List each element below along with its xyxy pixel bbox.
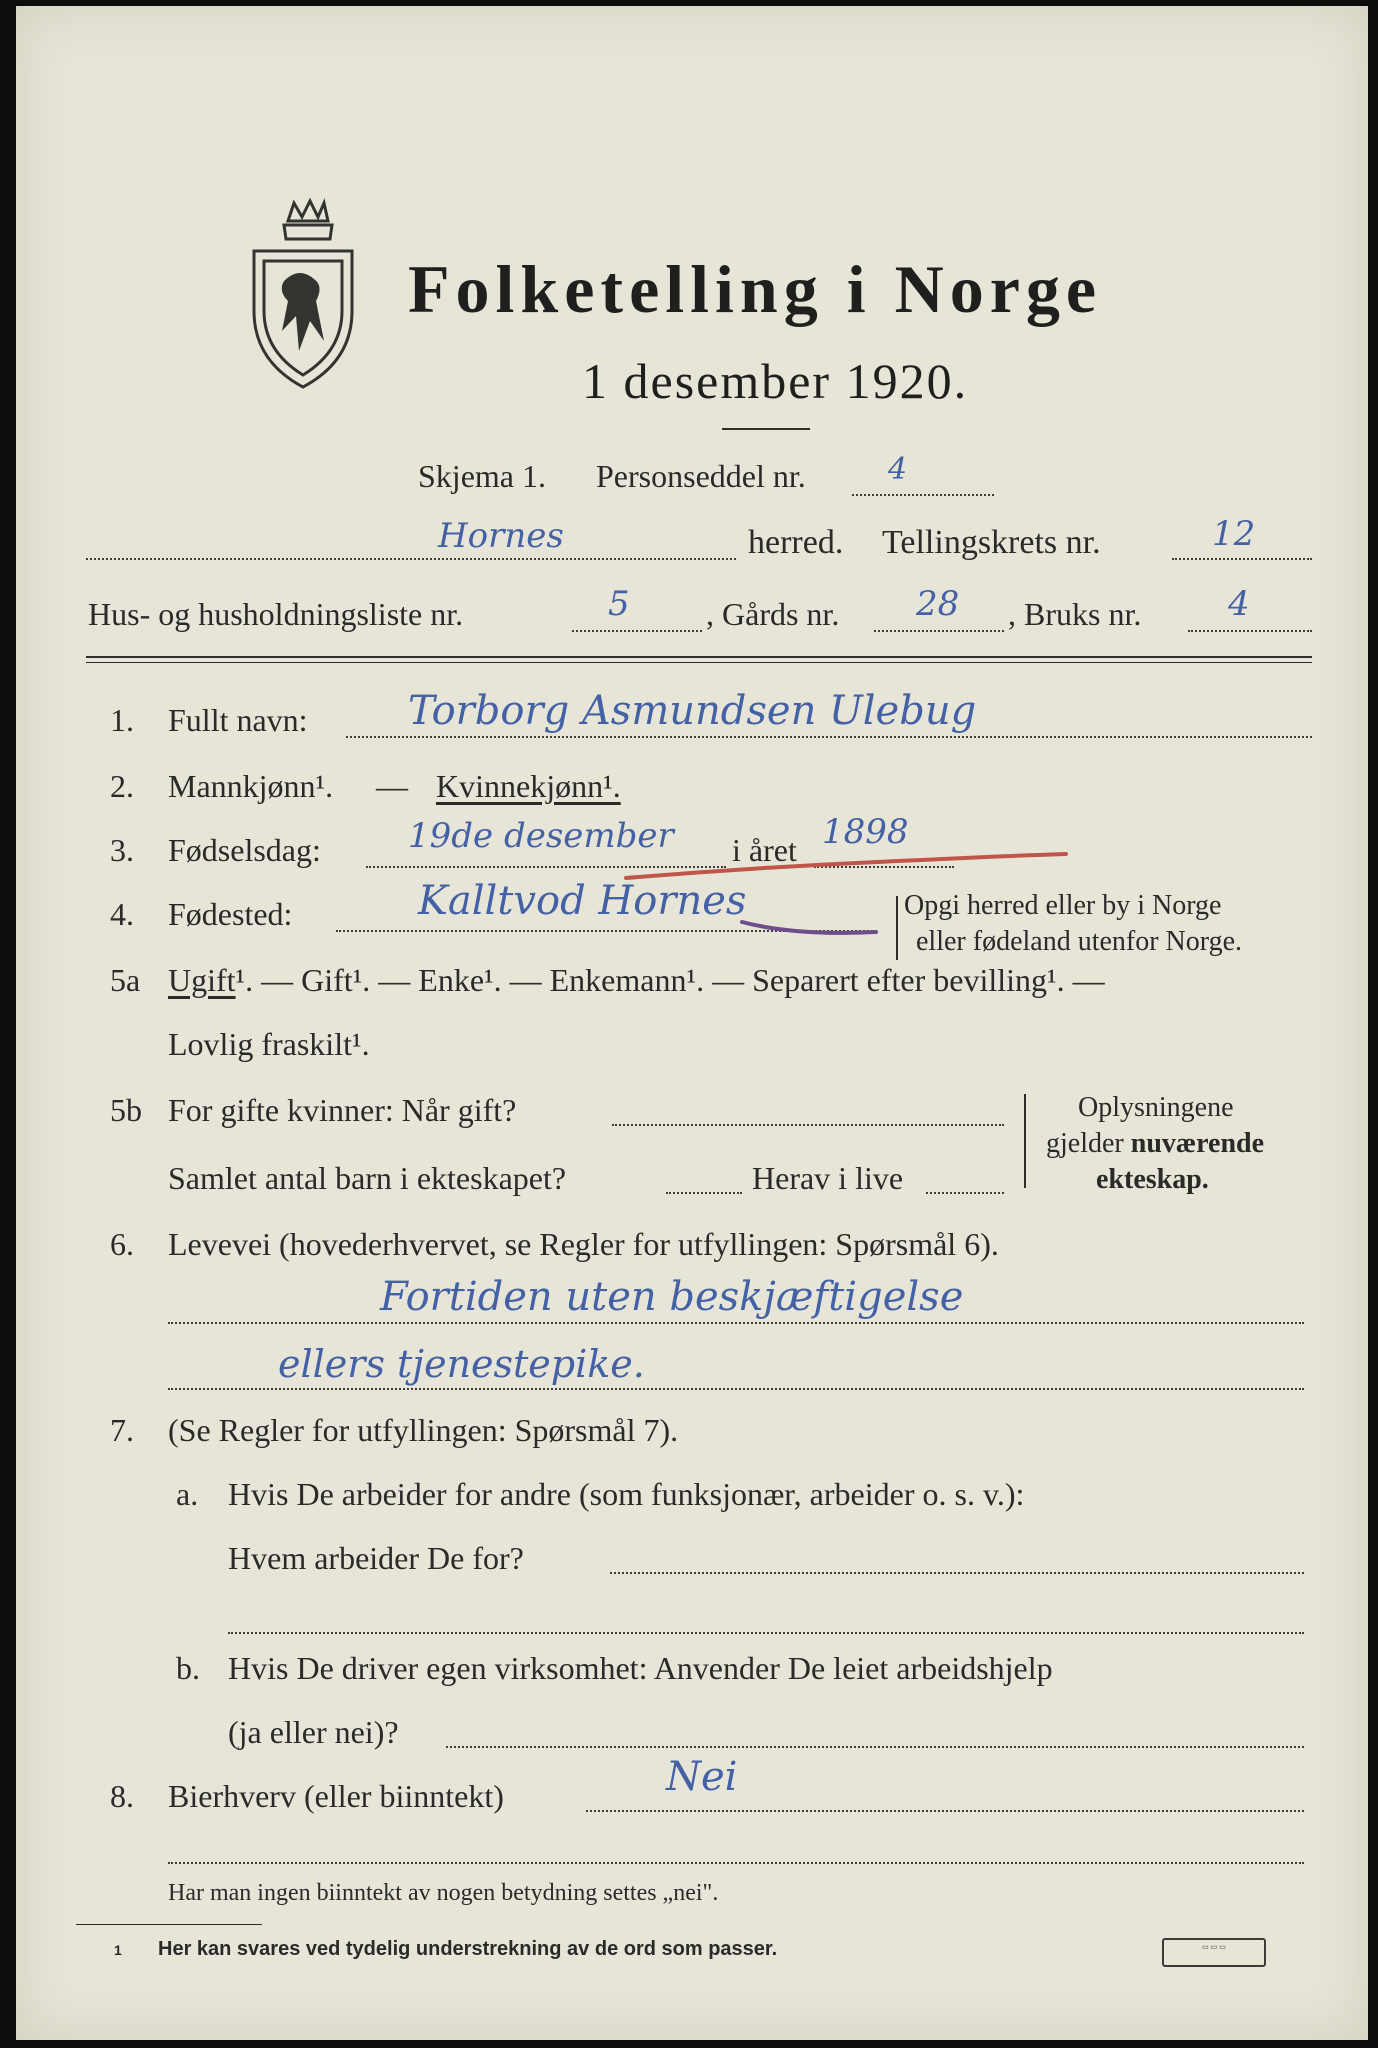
q7a-label-1: Hvis De arbeider for andre (som funksjonær, arbeider o. s. v.): xyxy=(228,1476,1025,1512)
q3-year-label: i året xyxy=(732,832,797,868)
q5b-when-married-label: For gifte kvinner: Når gift? xyxy=(168,1092,517,1128)
side-income-value[interactable]: Nei xyxy=(666,1754,738,1800)
lovlig-fraskilt-option[interactable]: Lovlig fraskilt¹. xyxy=(168,1026,370,1062)
hus-value[interactable]: 5 xyxy=(608,584,630,624)
census-form-sheet xyxy=(16,6,1368,2040)
q5b-children-line xyxy=(666,1192,742,1194)
birthplace-value[interactable]: Kalltvod Hornes xyxy=(418,878,747,924)
gards-line xyxy=(874,630,1004,632)
q5b-children-label: Samlet antal barn i ekteskapet? xyxy=(168,1160,567,1196)
personseddel-value[interactable]: 4 xyxy=(888,452,908,487)
q5a-number: 5a xyxy=(110,962,141,998)
bruks-value[interactable]: 4 xyxy=(1228,584,1250,624)
q4-note-line-2: eller fødeland utenfor Norge. xyxy=(916,926,1243,957)
schema-label: Skjema 1. xyxy=(418,458,546,494)
gards-value[interactable]: 28 xyxy=(916,584,960,624)
q6-line-1 xyxy=(168,1322,1304,1324)
norwegian-coat-of-arms-icon xyxy=(244,191,362,391)
herred-label: herred. xyxy=(748,524,844,561)
q1-line xyxy=(346,736,1312,738)
title-rule xyxy=(722,428,810,430)
q1-label: Fullt navn: xyxy=(168,702,308,738)
q8-line-2 xyxy=(168,1862,1304,1864)
q7a-line-2 xyxy=(228,1632,1304,1634)
hus-line xyxy=(572,630,702,632)
footnote-mark: 1 xyxy=(114,1942,122,1958)
personseddel-line xyxy=(852,494,994,496)
q7-label: (Se Regler for utfyllingen: Spørsmål 7). xyxy=(168,1412,679,1448)
personseddel-label: Personseddel nr. xyxy=(596,458,806,494)
hus-label: Hus- og husholdningsliste nr. xyxy=(88,596,464,632)
q5b-alive-line xyxy=(926,1192,1004,1194)
full-name-value[interactable]: Torborg Asmundsen Ulebug xyxy=(408,688,977,734)
q2-number: 2. xyxy=(110,768,134,804)
q7a-label-2: Hvem arbeider De for? xyxy=(228,1540,524,1576)
birth-day-value[interactable]: 19de desember xyxy=(408,816,674,856)
q7b-line xyxy=(446,1746,1304,1748)
occupation-value-line-2[interactable]: ellers tjenestepike. xyxy=(278,1342,645,1386)
q5b-alive-label: Herav i live xyxy=(752,1160,904,1196)
q4-label: Fødested: xyxy=(168,896,293,932)
q3-number: 3. xyxy=(110,832,134,868)
female-option[interactable]: Kvinnekjønn¹. xyxy=(436,768,621,804)
q5b-note-nuvaerende: nuværende xyxy=(1130,1128,1265,1159)
q7a-letter: a. xyxy=(176,1476,199,1512)
herred-value[interactable]: Hornes xyxy=(438,516,564,556)
q8-label: Bierhverv (eller biinntekt) xyxy=(168,1778,504,1814)
gards-label: , Gårds nr. xyxy=(706,596,840,632)
q6-number: 6. xyxy=(110,1226,134,1262)
printer-stamp xyxy=(1162,1938,1266,1967)
q7b-label-1: Hvis De driver egen virksomhet: Anvender De leiet arbeidshjelp xyxy=(228,1650,1053,1686)
form-title: Folketelling i Norge xyxy=(408,251,1103,327)
footnote-rule xyxy=(76,1924,262,1925)
q4-note-brace xyxy=(896,896,898,960)
form-date: 1 desember 1920. xyxy=(582,353,969,409)
marital-status-options xyxy=(168,962,1105,999)
q3-label: Fødselsdag: xyxy=(168,832,321,868)
header-rule-top xyxy=(86,656,1312,658)
footer-note: Har man ingen biinntekt av nogen betydning settes „nei". xyxy=(168,1880,719,1906)
q4-number: 4. xyxy=(110,896,134,932)
q8-line-1 xyxy=(586,1810,1304,1812)
herred-line xyxy=(86,558,736,560)
q4-note-line-1: Opgi herred eller by i Norge xyxy=(904,890,1222,921)
red-strikethrough-mark xyxy=(622,848,1072,888)
q7a-line-1 xyxy=(610,1572,1304,1574)
bruks-label: , Bruks nr. xyxy=(1008,596,1142,632)
header-rule-bottom xyxy=(86,662,1312,663)
purple-correction-mark xyxy=(736,912,886,942)
q5b-note-line-1: Oplysningene xyxy=(1078,1092,1234,1123)
q5b-number: 5b xyxy=(110,1092,142,1128)
q6-label: Levevei (hovederhvervet, se Regler for utfyllingen: Spørsmål 6). xyxy=(168,1226,999,1262)
q7-number: 7. xyxy=(110,1412,134,1448)
q6-line-2 xyxy=(168,1388,1304,1390)
q5b-note-gjelder: gjelder xyxy=(1046,1128,1124,1159)
bruks-line xyxy=(1188,630,1312,632)
q8-number: 8. xyxy=(110,1778,134,1814)
marital-status-rest[interactable]: ¹. — Gift¹. — Enke¹. — Enkemann¹. — Separert efter bevilling¹. — xyxy=(235,962,1105,998)
birth-year-value[interactable]: 1898 xyxy=(822,812,909,852)
gender-separator: — xyxy=(376,768,408,804)
tellingskrets-line xyxy=(1172,558,1312,560)
q7b-label-2: (ja eller nei)? xyxy=(228,1714,399,1750)
q5b-note-line-3: ekteskap. xyxy=(1096,1164,1209,1195)
q5b-when-married-line xyxy=(612,1124,1004,1126)
footnote-text: Her kan svares ved tydelig understrekning av de ord som passer. xyxy=(158,1938,778,1960)
printer-stamp-mark: ▭ ▭ ▭ xyxy=(1202,1944,1226,1951)
tellingskrets-label: Tellingskrets nr. xyxy=(882,524,1101,561)
occupation-value-line-1[interactable]: Fortiden uten beskjæftigelse xyxy=(380,1274,964,1320)
ugift-option[interactable]: Ugift xyxy=(168,962,236,998)
q7b-letter: b. xyxy=(176,1650,200,1686)
tellingskrets-value[interactable]: 12 xyxy=(1212,514,1256,554)
q5b-note-brace xyxy=(1024,1094,1026,1188)
q5b-note-line-2 xyxy=(1046,1128,1264,1160)
q1-number: 1. xyxy=(110,702,134,738)
male-option[interactable]: Mannkjønn¹. xyxy=(168,768,334,804)
